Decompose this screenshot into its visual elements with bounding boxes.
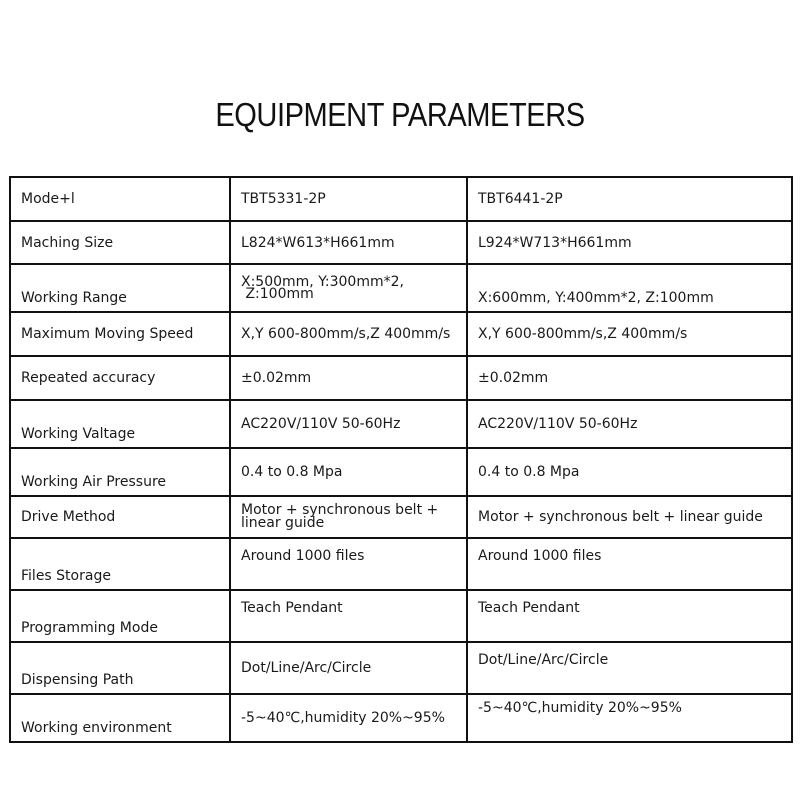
- model-a-value: [230, 496, 467, 538]
- model-a-value: L824*W613*H661mm: [230, 221, 467, 264]
- model-a-value: -5~40℃,humidity 20%~95%: [230, 694, 467, 742]
- table-row: [10, 312, 792, 356]
- table-row: [10, 590, 792, 642]
- model-a-value: Dot/Line/Arc/Circle: [230, 642, 467, 694]
- row-label: Drive Method: [10, 496, 230, 538]
- table-row: [10, 496, 792, 538]
- table-row: [10, 642, 792, 694]
- model-b-value: L924*W713*H661mm: [467, 221, 792, 264]
- row-label: Working Range: [10, 264, 230, 312]
- table-row: [10, 694, 792, 742]
- model-a-value: X,Y 600-800mm/s,Z 400mm/s: [230, 312, 467, 356]
- table-row: [10, 538, 792, 590]
- row-label: Working Air Pressure: [10, 448, 230, 496]
- page-title: EQUIPMENT PARAMETERS: [215, 96, 585, 133]
- row-label: Maching Size: [10, 221, 230, 264]
- row-label: Files Storage: [10, 538, 230, 590]
- model-a-value-line2: linear guide: [241, 515, 325, 531]
- model-a-value: TBT5331-2P: [230, 177, 467, 221]
- model-b-value: Motor + synchronous belt + linear guide: [467, 496, 792, 538]
- model-b-value: Around 1000 files: [467, 538, 792, 590]
- model-b-value: AC220V/110V 50-60Hz: [467, 400, 792, 448]
- model-b-value: Dot/Line/Arc/Circle: [467, 642, 792, 694]
- model-b-value: TBT6441-2P: [467, 177, 792, 221]
- model-b-value: X,Y 600-800mm/s,Z 400mm/s: [467, 312, 792, 356]
- table-row: [10, 177, 792, 221]
- model-a-value-line1: Motor + synchronous belt +: [241, 502, 439, 518]
- model-a-value: 0.4 to 0.8 Mpa: [230, 448, 467, 496]
- parameters-table: [9, 176, 793, 743]
- row-label: Working Valtage: [10, 400, 230, 448]
- row-label: Working environment: [10, 694, 230, 742]
- model-a-value: ±0.02mm: [230, 356, 467, 400]
- model-b-value: Teach Pendant: [467, 590, 792, 642]
- model-a-value: Teach Pendant: [230, 590, 467, 642]
- model-a-value: AC220V/110V 50-60Hz: [230, 400, 467, 448]
- table-row: [10, 356, 792, 400]
- model-b-value: 0.4 to 0.8 Mpa: [467, 448, 792, 496]
- model-a-value: [230, 264, 467, 312]
- row-label: Programming Mode: [10, 590, 230, 642]
- model-a-value-line1: X:500mm, Y:300mm*2,: [241, 274, 404, 290]
- table-row: [10, 448, 792, 496]
- table-row: [10, 221, 792, 264]
- model-a-value-line2: Z:100mm: [241, 286, 314, 302]
- model-a-value: Around 1000 files: [230, 538, 467, 590]
- table-row: [10, 264, 792, 312]
- row-label: Mode+l: [10, 177, 230, 221]
- model-b-value: -5~40℃,humidity 20%~95%: [467, 694, 792, 742]
- row-label: Repeated accuracy: [10, 356, 230, 400]
- model-b-value: ±0.02mm: [467, 356, 792, 400]
- row-label: Dispensing Path: [10, 642, 230, 694]
- row-label: Maximum Moving Speed: [10, 312, 230, 356]
- table-row: [10, 400, 792, 448]
- model-b-value: X:600mm, Y:400mm*2, Z:100mm: [467, 264, 792, 312]
